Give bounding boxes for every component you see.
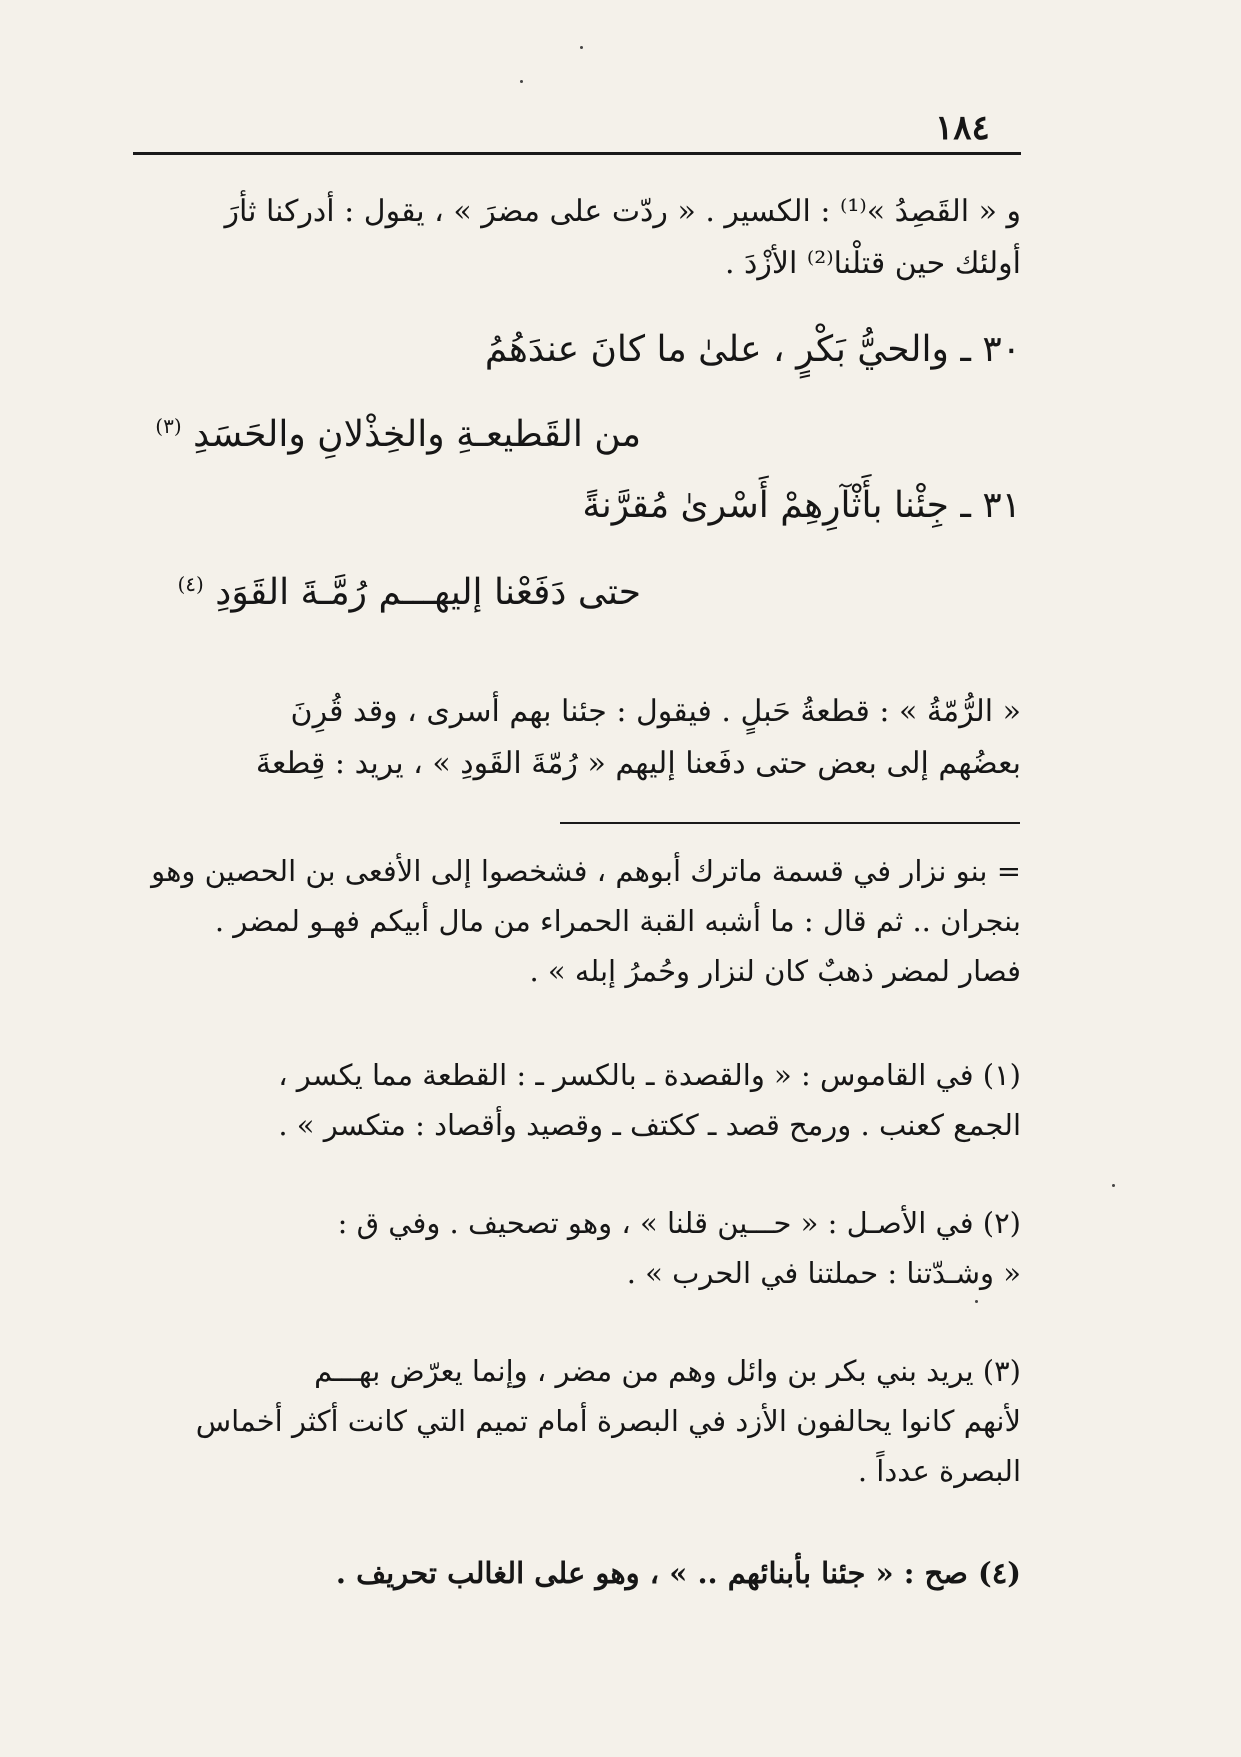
footnote-4: (٤) صح : « جئنا بأبنائهم .. » ، وهو على الغالب تحريف . [335,1556,1021,1590]
footnote-continuation: = بنو نزار في قسمة ماترك أبوهم ، فشخصوا إلى الأفعى بن الحصين وهو بنجران .. ثم قال : ما أشبه القبة الحمراء من مال أبيكم فهـو لمضر . فصار لمضر ذهبٌ كان لنزار وحُمرُ إبله » . [151,854,1021,988]
commentary-mid [126,686,1021,790]
scan-speck [975,1300,978,1303]
scan-speck [580,46,583,49]
footnote-3: (٣) يريد بني بكر بن وائل وهم من مضر ، وإنما يعرّض بهـــم لأنهم كانوا يحالفون الأزد في البصرة أمام تميم التي كانت أكثر أخماس البصرة عدداً . [195,1354,1021,1488]
footnote-ref: (٣) [155,414,182,438]
commentary-top [126,186,1021,290]
scan-speck [1112,1184,1115,1187]
page-number: ١٨٤ [935,108,990,148]
verse-31-first-hemistich: ٣١ ـ جِئْنا بأَثْآرِهِمْ أَسْرىٰ مُقرَّنةً [582,485,1021,526]
header-rule [133,152,1021,155]
scan-speck [520,80,523,83]
footnote-ref: (٤) [177,572,204,596]
verse-31-second-hemistich: حتى دَفَعْنا إليهـــم رُمَّـةَ القَوَدِ $^{(٤)}$ [177,572,641,613]
commentary-line: و « القَصِدُ »⁽¹⁾ : الكسير . « ردّت على مضرَ » ، يقول : أدركنا ثأرَ [224,194,1021,229]
commentary-line: أولئك حين قتلْنا⁽²⁾ الأزْدَ . [724,246,1021,281]
commentary-line: بعضُهم إلى بعض حتى دفَعنا إليهم « رُمّةَ القَودِ » ، يريد : قِطعةَ [255,746,1021,781]
footnote-1: (١) في القاموس : « والقصدة ـ بالكسر ـ : القطعة مما يكسر ، الجمع كعنب . ورمح قصد ـ ككتف ـ وقصيد وأقصاد : متكسر » . [278,1058,1021,1142]
commentary-line: « الرُّمّةُ » : قطعةُ حَبلٍ . فيقول : جئنا بهم أسرى ، وقد قُرِنَ [290,694,1021,729]
footnote-2: (٢) في الأصـل : « حـــين قلنا » ، وهو تصحيف . وفي ق : « وشـدّتنا : حملتنا في الحرب » . [337,1206,1021,1290]
verse-30-second-hemistich: من القَطيعـةِ والخِذْلانِ والحَسَدِ $^{(٣)}$ [155,414,641,455]
verse-30-first-hemistich: ٣٠ ـ والحيُّ بَكْرٍ ، علىٰ ما كانَ عندَهُمُ [484,329,1021,370]
footnote-rule [560,822,1020,824]
